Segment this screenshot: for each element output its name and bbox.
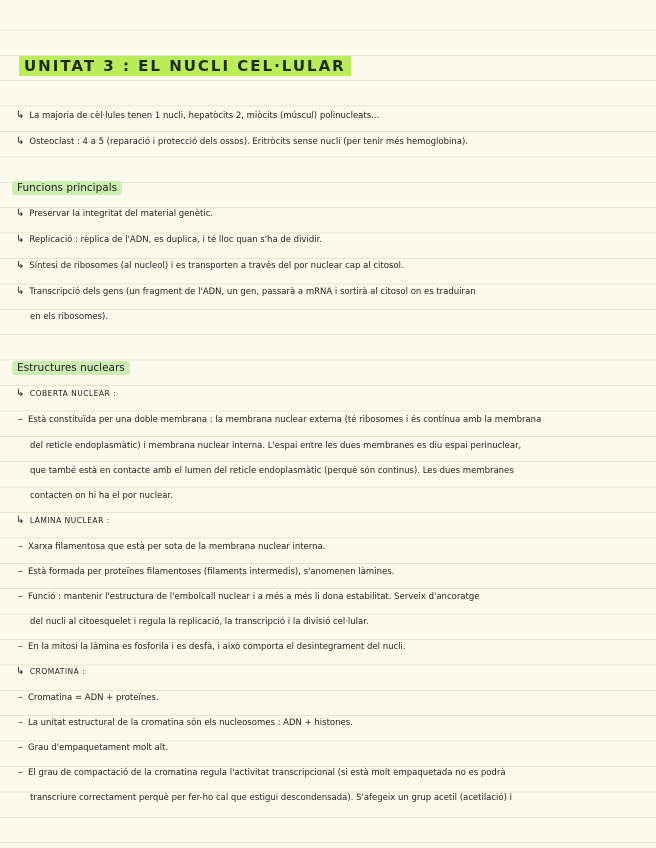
list-item — [16, 286, 476, 298]
item-text: Síntesi de ribosomes (al nucleol) i es transporten a través del por nuclear cap al citosol. — [29, 261, 404, 271]
subheading-text: LÀMINA NUCLEAR : — [29, 516, 110, 525]
note-text: Xarxa filamentosa que està per sota de la membrana nuclear interna. — [28, 542, 326, 552]
arrow-icon: ↳ — [16, 286, 25, 297]
dash-icon: – — [18, 541, 23, 552]
note-text: Funció : mantenir l'estructura de l'embolcall nuclear i a més a més li dona estabilitat. Serveix d'ancoratge — [28, 592, 480, 602]
item-text: Transcripció dels gens (un fragment de l'ADN, un gen, passarà a mRNA i sortirà al citosol on es traduiran — [29, 287, 476, 297]
title-text: UNITAT 3 : EL NUCLI CEL·LULAR — [20, 57, 350, 75]
arrow-icon: ↳ — [16, 234, 25, 245]
dash-icon: – — [18, 717, 23, 728]
note-text: del nucli al citoesquelet i regula la replicació, la transcripció i la divisió cel·lular. — [30, 617, 369, 627]
intro-line — [16, 110, 379, 122]
section-heading-funcions — [12, 182, 122, 194]
dash-icon: – — [18, 692, 23, 703]
note-text: transcriure correctament perquè per fer-ho cal que estigui descondensada). S'afegeix un grup acetil (acetilació) i — [30, 793, 513, 803]
arrow-icon: ↳ — [16, 260, 25, 271]
note-text: La unitat estructural de la cromatina són els nucleosomes : ADN + histones. — [28, 718, 353, 728]
subheading-text: COBERTA NUCLEAR : — [29, 389, 117, 398]
list-item — [16, 234, 322, 246]
note-line-continuation — [30, 490, 173, 502]
dash-icon: – — [18, 591, 23, 602]
list-item — [16, 260, 404, 272]
arrow-icon: ↳ — [16, 110, 25, 121]
note-line — [18, 717, 353, 729]
note-line — [18, 591, 479, 603]
note-line-continuation — [30, 465, 514, 477]
subheading-cromatina — [16, 666, 85, 678]
subheading-lamina — [16, 515, 110, 527]
intro-line — [16, 136, 468, 148]
section-heading-estructures — [12, 362, 130, 374]
note-text: Cromatina = ADN + proteïnes. — [28, 693, 159, 703]
arrow-icon: ↳ — [16, 515, 25, 526]
list-item-continuation — [30, 311, 108, 323]
note-line — [18, 641, 406, 653]
note-line-continuation — [30, 616, 369, 628]
dash-icon: – — [18, 767, 23, 778]
intro-text: La majoria de cèl·lules tenen 1 nucli, hepatòcits 2, miòcits (múscul) polinucleats... — [29, 111, 380, 121]
arrow-icon: ↳ — [16, 136, 25, 147]
note-text: contacten on hi ha el por nuclear. — [30, 491, 173, 501]
dash-icon: – — [18, 641, 23, 652]
arrow-icon: ↳ — [16, 666, 25, 677]
note-text: Grau d'empaquetament molt alt. — [28, 743, 169, 753]
item-text: Replicació : rèplica de l'ADN, es duplica, i té lloc quan s'ha de dividir. — [29, 235, 323, 245]
heading-text: Estructures nuclears — [12, 361, 130, 375]
note-line — [18, 767, 506, 779]
page-title — [20, 57, 350, 75]
intro-text: Osteoclast : 4 a 5 (reparació i protecció dels ossos). Eritròcits sense nucli (per tenir més hemoglobina). — [29, 137, 468, 147]
heading-text: Funcions principals — [12, 181, 122, 195]
note-text: El grau de compactació de la cromatina regula l'activitat transcripcional (si està molt empaquetada no es podrà — [28, 768, 506, 778]
arrow-icon: ↳ — [16, 208, 25, 219]
note-text: Està formada per proteïnes filamentoses (filaments intermedis), s'anomenen làmines. — [28, 567, 395, 577]
dash-icon: – — [18, 566, 23, 577]
subheading-coberta — [16, 388, 116, 400]
note-line — [18, 414, 541, 426]
note-line-continuation — [30, 792, 512, 804]
dash-icon: – — [18, 742, 23, 753]
note-text: Està constituïda per una doble membrana : la membrana nuclear externa (té ribosomes i és contínua amb la membrana — [28, 415, 542, 425]
note-line-continuation — [30, 440, 521, 452]
note-text: del reticle endoplasmàtic) i membrana nuclear interna. L'espai entre les dues membranes es diu espai perinuclear, — [30, 441, 522, 451]
dash-icon: – — [18, 414, 23, 425]
subheading-text: CROMATINA : — [29, 667, 86, 676]
note-line — [18, 566, 394, 578]
note-line — [18, 541, 325, 553]
note-text: En la mitosi la làmina es fosforila i es desfà, i això comporta el desintegrament del nucli. — [28, 642, 406, 652]
list-item — [16, 208, 213, 220]
note-line — [18, 692, 159, 704]
note-text: que també està en contacte amb el lumen del reticle endoplasmàtic (perquè són continus). Les dues membranes — [30, 466, 514, 476]
item-text: Preservar la integritat del material genètic. — [29, 209, 214, 219]
item-text: en els ribosomes). — [30, 312, 109, 322]
arrow-icon: ↳ — [16, 388, 25, 399]
note-line — [18, 742, 168, 754]
